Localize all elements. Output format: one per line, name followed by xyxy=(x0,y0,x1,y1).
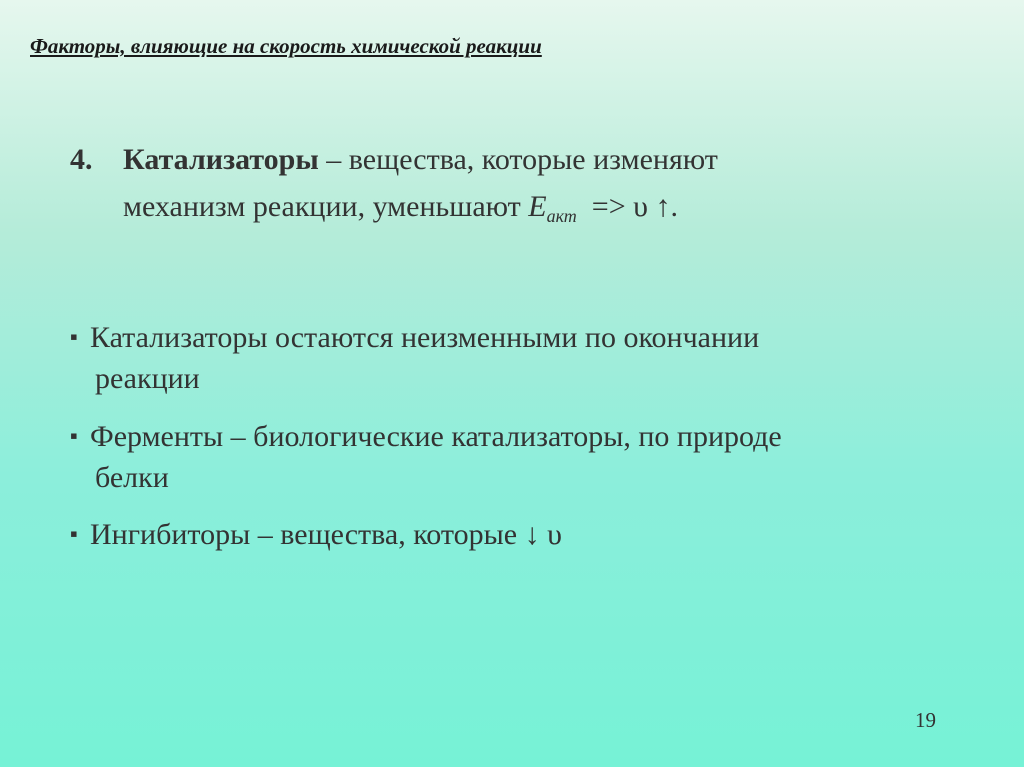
bullet-item xyxy=(70,513,562,555)
bullet-marker-icon: ▪ xyxy=(70,423,78,448)
bullet-item xyxy=(70,316,759,399)
point-number: 4. xyxy=(70,143,93,176)
bullet-item xyxy=(70,415,782,498)
numbered-point xyxy=(70,136,883,240)
bullet-line2: белки xyxy=(95,461,169,494)
bullet-marker-icon: ▪ xyxy=(70,521,78,546)
bullet-line1: Катализаторы остаются неизменными по окончании xyxy=(90,321,760,354)
energy-subscript: акт xyxy=(546,206,577,226)
bullet-line1: Ферменты – биологические катализаторы, по природе xyxy=(90,420,782,453)
point-body xyxy=(123,136,883,240)
energy-letter: E xyxy=(528,190,547,223)
point-term: Катализаторы xyxy=(123,143,319,176)
point-line1-rest: – вещества, которые изменяют xyxy=(318,143,718,176)
energy-symbol xyxy=(528,190,577,226)
point-line2-start: механизм реакции, уменьшают xyxy=(123,190,529,223)
bullet-line2: реакции xyxy=(95,362,200,395)
bullet-marker-icon: ▪ xyxy=(70,324,78,349)
page-number: 19 xyxy=(915,708,936,732)
slide-title: Факторы, влияющие на скорость химической реакции xyxy=(30,34,542,58)
bullet-line1: Ингибиторы – вещества, которые ↓ υ xyxy=(90,518,562,551)
point-line2-end: => υ ↑. xyxy=(576,190,678,223)
